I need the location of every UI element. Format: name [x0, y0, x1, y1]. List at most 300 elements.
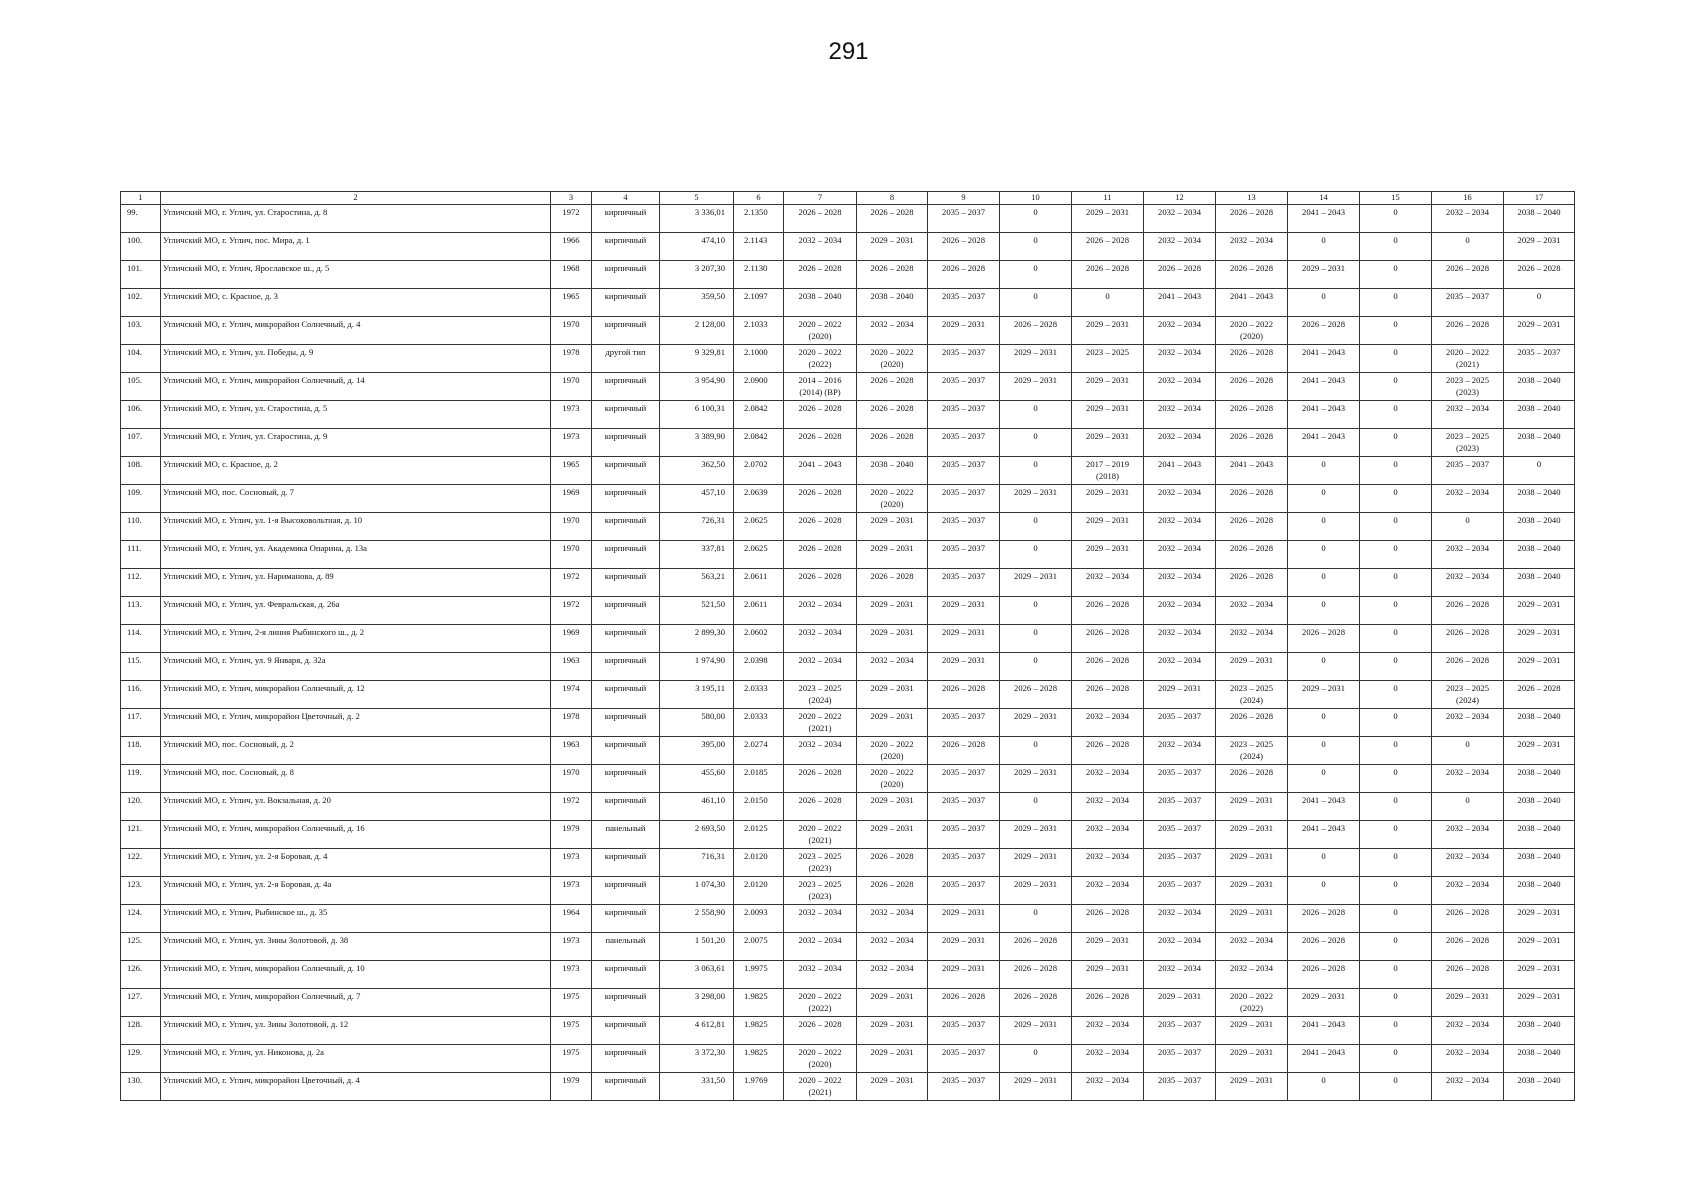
table-cell-col-15: 0 — [1360, 1017, 1432, 1045]
table-cell-col-8: 2026 – 2028 — [857, 877, 928, 905]
table-cell-col-4: кирпичный — [592, 1073, 660, 1101]
table-cell-col-11: 2029 – 2031 — [1072, 513, 1144, 541]
table-cell-col-4: кирпичный — [592, 905, 660, 933]
table-cell-col-4: кирпичный — [592, 961, 660, 989]
table-cell-col-10: 2026 – 2028 — [1000, 317, 1072, 345]
table-row — [121, 849, 1575, 877]
table-cell-col-16: 2026 – 2028 — [1432, 625, 1504, 653]
table-cell-col-6: 2.0611 — [734, 597, 784, 625]
table-row — [121, 317, 1575, 345]
table-cell-col-14: 2041 – 2043 — [1288, 429, 1360, 457]
table-cell-col-14: 0 — [1288, 513, 1360, 541]
table-cell-col-13: 2026 – 2028 — [1216, 205, 1288, 233]
table-cell-col-16: 2035 – 2037 — [1432, 457, 1504, 485]
table-cell-col-1: 124. — [121, 905, 161, 933]
table-cell-col-4: панельный — [592, 933, 660, 961]
column-header-5: 5 — [660, 192, 734, 205]
table-cell-col-2: Угличский МО, г. Углич, пос. Мира, д. 1 — [161, 233, 551, 261]
table-cell-col-13: 2026 – 2028 — [1216, 513, 1288, 541]
column-header-2: 2 — [161, 192, 551, 205]
table-cell-col-16: 2026 – 2028 — [1432, 933, 1504, 961]
table-cell-col-14: 2026 – 2028 — [1288, 933, 1360, 961]
table-cell-col-3: 1970 — [551, 765, 592, 793]
table-cell-col-8: 2020 – 2022 (2020) — [857, 737, 928, 765]
table-cell-col-11: 2032 – 2034 — [1072, 849, 1144, 877]
table-cell-col-8: 2029 – 2031 — [857, 793, 928, 821]
table-cell-col-5: 2 558,90 — [660, 905, 734, 933]
table-cell-col-14: 0 — [1288, 877, 1360, 905]
table-cell-col-8: 2029 – 2031 — [857, 1017, 928, 1045]
table-cell-col-17: 2038 – 2040 — [1504, 569, 1575, 597]
table-cell-col-6: 2.1000 — [734, 345, 784, 373]
table-cell-col-6: 2.1033 — [734, 317, 784, 345]
table-cell-col-10: 2029 – 2031 — [1000, 345, 1072, 373]
table-cell-col-5: 6 100,31 — [660, 401, 734, 429]
table-cell-col-10: 2029 – 2031 — [1000, 709, 1072, 737]
table-cell-col-17: 2038 – 2040 — [1504, 1017, 1575, 1045]
table-cell-col-9: 2035 – 2037 — [928, 429, 1000, 457]
table-cell-col-2: Угличский МО, с. Красное, д. 2 — [161, 457, 551, 485]
table-cell-col-6: 1.9825 — [734, 1045, 784, 1073]
table-cell-col-3: 1968 — [551, 261, 592, 289]
table-row — [121, 905, 1575, 933]
table-cell-col-16: 2032 – 2034 — [1432, 401, 1504, 429]
table-cell-col-12: 2032 – 2034 — [1144, 233, 1216, 261]
table-cell-col-15: 0 — [1360, 877, 1432, 905]
housing-repair-schedule-table — [120, 191, 1575, 1101]
table-cell-col-16: 2023 – 2025 (2023) — [1432, 373, 1504, 401]
table-cell-col-2: Угличский МО, г. Углич, Рыбинское ш., д. 35 — [161, 905, 551, 933]
table-cell-col-16: 2023 – 2025 (2023) — [1432, 429, 1504, 457]
table-cell-col-5: 3 389,90 — [660, 429, 734, 457]
column-header-4: 4 — [592, 192, 660, 205]
table-cell-col-13: 2029 – 2031 — [1216, 793, 1288, 821]
table-row — [121, 597, 1575, 625]
table-cell-col-5: 2 128,00 — [660, 317, 734, 345]
table-cell-col-17: 2038 – 2040 — [1504, 373, 1575, 401]
table-cell-col-17: 2038 – 2040 — [1504, 709, 1575, 737]
table-cell-col-4: кирпичный — [592, 513, 660, 541]
table-cell-col-3: 1979 — [551, 821, 592, 849]
table-cell-col-17: 2029 – 2031 — [1504, 317, 1575, 345]
table-row — [121, 233, 1575, 261]
table-cell-col-12: 2035 – 2037 — [1144, 793, 1216, 821]
table-row — [121, 625, 1575, 653]
table-cell-col-4: кирпичный — [592, 765, 660, 793]
table-cell-col-4: кирпичный — [592, 429, 660, 457]
table-cell-col-3: 1973 — [551, 933, 592, 961]
table-cell-col-5: 3 372,30 — [660, 1045, 734, 1073]
table-cell-col-11: 2026 – 2028 — [1072, 989, 1144, 1017]
table-cell-col-12: 2035 – 2037 — [1144, 821, 1216, 849]
table-cell-col-2: Угличский МО, г. Углич, ул. Вокзальная, д. 20 — [161, 793, 551, 821]
column-header-6: 6 — [734, 192, 784, 205]
table-cell-col-14: 0 — [1288, 709, 1360, 737]
table-cell-col-12: 2032 – 2034 — [1144, 961, 1216, 989]
table-cell-col-7: 2032 – 2034 — [784, 653, 857, 681]
table-cell-col-12: 2035 – 2037 — [1144, 877, 1216, 905]
table-cell-col-4: кирпичный — [592, 317, 660, 345]
table-cell-col-7: 2020 – 2022 (2021) — [784, 1073, 857, 1101]
table-cell-col-8: 2032 – 2034 — [857, 933, 928, 961]
table-cell-col-13: 2026 – 2028 — [1216, 345, 1288, 373]
table-cell-col-16: 2032 – 2034 — [1432, 569, 1504, 597]
table-cell-col-6: 2.0639 — [734, 485, 784, 513]
table-cell-col-10: 0 — [1000, 513, 1072, 541]
table-cell-col-16: 2032 – 2034 — [1432, 821, 1504, 849]
table-cell-col-4: кирпичный — [592, 625, 660, 653]
table-cell-col-7: 2026 – 2028 — [784, 793, 857, 821]
table-cell-col-15: 0 — [1360, 429, 1432, 457]
table-cell-col-17: 2038 – 2040 — [1504, 1045, 1575, 1073]
table-cell-col-5: 580,00 — [660, 709, 734, 737]
table-cell-col-14: 2041 – 2043 — [1288, 793, 1360, 821]
table-cell-col-9: 2035 – 2037 — [928, 205, 1000, 233]
table-cell-col-13: 2026 – 2028 — [1216, 429, 1288, 457]
table-cell-col-15: 0 — [1360, 317, 1432, 345]
table-cell-col-12: 2035 – 2037 — [1144, 1017, 1216, 1045]
table-cell-col-3: 1973 — [551, 429, 592, 457]
table-cell-col-12: 2032 – 2034 — [1144, 205, 1216, 233]
table-cell-col-13: 2029 – 2031 — [1216, 877, 1288, 905]
table-row — [121, 933, 1575, 961]
table-cell-col-5: 3 195,11 — [660, 681, 734, 709]
table-cell-col-16: 2032 – 2034 — [1432, 1017, 1504, 1045]
table-cell-col-8: 2029 – 2031 — [857, 625, 928, 653]
table-cell-col-17: 2038 – 2040 — [1504, 821, 1575, 849]
table-cell-col-5: 3 063,61 — [660, 961, 734, 989]
table-row — [121, 765, 1575, 793]
table-cell-col-9: 2026 – 2028 — [928, 737, 1000, 765]
table-cell-col-8: 2026 – 2028 — [857, 569, 928, 597]
table-cell-col-14: 2029 – 2031 — [1288, 261, 1360, 289]
table-cell-col-3: 1972 — [551, 793, 592, 821]
table-row — [121, 961, 1575, 989]
table-cell-col-7: 2026 – 2028 — [784, 205, 857, 233]
table-cell-col-15: 0 — [1360, 373, 1432, 401]
table-cell-col-3: 1970 — [551, 373, 592, 401]
table-cell-col-4: кирпичный — [592, 261, 660, 289]
table-cell-col-12: 2032 – 2034 — [1144, 625, 1216, 653]
table-cell-col-1: 123. — [121, 877, 161, 905]
table-cell-col-3: 1972 — [551, 569, 592, 597]
table-cell-col-7: 2026 – 2028 — [784, 765, 857, 793]
table-cell-col-11: 2032 – 2034 — [1072, 765, 1144, 793]
table-row — [121, 569, 1575, 597]
table-cell-col-13: 2026 – 2028 — [1216, 261, 1288, 289]
table-cell-col-8: 2029 – 2031 — [857, 1045, 928, 1073]
table-cell-col-4: кирпичный — [592, 233, 660, 261]
table-cell-col-12: 2032 – 2034 — [1144, 429, 1216, 457]
table-cell-col-1: 109. — [121, 485, 161, 513]
table-cell-col-3: 1970 — [551, 541, 592, 569]
table-cell-col-9: 2035 – 2037 — [928, 345, 1000, 373]
table-cell-col-1: 112. — [121, 569, 161, 597]
table-cell-col-4: другой тип — [592, 345, 660, 373]
table-cell-col-6: 2.0120 — [734, 849, 784, 877]
column-header-14: 14 — [1288, 192, 1360, 205]
table-cell-col-7: 2032 – 2034 — [784, 597, 857, 625]
table-cell-col-15: 0 — [1360, 233, 1432, 261]
table-cell-col-11: 2032 – 2034 — [1072, 1073, 1144, 1101]
table-cell-col-12: 2032 – 2034 — [1144, 485, 1216, 513]
table-cell-col-17: 2029 – 2031 — [1504, 989, 1575, 1017]
table-cell-col-9: 2035 – 2037 — [928, 1045, 1000, 1073]
table-cell-col-8: 2026 – 2028 — [857, 429, 928, 457]
table-cell-col-11: 2026 – 2028 — [1072, 905, 1144, 933]
table-cell-col-10: 0 — [1000, 541, 1072, 569]
table-cell-col-17: 2029 – 2031 — [1504, 737, 1575, 765]
table-cell-col-6: 2.1130 — [734, 261, 784, 289]
table-cell-col-2: Угличский МО, г. Углич, ул. Академика Опарина, д. 13а — [161, 541, 551, 569]
table-cell-col-14: 2041 – 2043 — [1288, 205, 1360, 233]
table-cell-col-1: 126. — [121, 961, 161, 989]
table-cell-col-1: 127. — [121, 989, 161, 1017]
table-cell-col-12: 2032 – 2034 — [1144, 597, 1216, 625]
table-cell-col-5: 362,50 — [660, 457, 734, 485]
table-cell-col-9: 2035 – 2037 — [928, 401, 1000, 429]
table-cell-col-7: 2026 – 2028 — [784, 261, 857, 289]
table-cell-col-5: 726,31 — [660, 513, 734, 541]
table-cell-col-8: 2026 – 2028 — [857, 373, 928, 401]
table-cell-col-16: 0 — [1432, 233, 1504, 261]
table-cell-col-16: 2032 – 2034 — [1432, 877, 1504, 905]
table-cell-col-15: 0 — [1360, 933, 1432, 961]
table-cell-col-17: 2038 – 2040 — [1504, 205, 1575, 233]
table-cell-col-2: Угличский МО, г. Углич, микрорайон Цветочный, д. 4 — [161, 1073, 551, 1101]
table-row — [121, 877, 1575, 905]
table-cell-col-2: Угличский МО, г. Углич, ул. 9 Января, д. 32а — [161, 653, 551, 681]
table-cell-col-11: 2017 – 2019 (2018) — [1072, 457, 1144, 485]
table-cell-col-12: 2035 – 2037 — [1144, 1073, 1216, 1101]
table-cell-col-14: 0 — [1288, 457, 1360, 485]
table-cell-col-5: 3 298,00 — [660, 989, 734, 1017]
table-cell-col-2: Угличский МО, г. Углич, микрорайон Цветочный, д. 2 — [161, 709, 551, 737]
column-header-1: 1 — [121, 192, 161, 205]
table-cell-col-5: 461,10 — [660, 793, 734, 821]
table-cell-col-7: 2038 – 2040 — [784, 289, 857, 317]
table-cell-col-2: Угличский МО, г. Углич, ул. Старостина, д. 5 — [161, 401, 551, 429]
table-cell-col-17: 2038 – 2040 — [1504, 849, 1575, 877]
table-cell-col-6: 2.1143 — [734, 233, 784, 261]
table-cell-col-6: 2.0120 — [734, 877, 784, 905]
table-cell-col-14: 0 — [1288, 233, 1360, 261]
table-cell-col-6: 2.0274 — [734, 737, 784, 765]
table-cell-col-11: 2029 – 2031 — [1072, 429, 1144, 457]
table-cell-col-9: 2029 – 2031 — [928, 905, 1000, 933]
table-cell-col-1: 106. — [121, 401, 161, 429]
table-cell-col-15: 0 — [1360, 681, 1432, 709]
table-cell-col-10: 2029 – 2031 — [1000, 849, 1072, 877]
table-cell-col-1: 101. — [121, 261, 161, 289]
table-cell-col-1: 116. — [121, 681, 161, 709]
table-cell-col-4: кирпичный — [592, 289, 660, 317]
table-cell-col-5: 474,10 — [660, 233, 734, 261]
table-cell-col-10: 0 — [1000, 289, 1072, 317]
table-cell-col-11: 2032 – 2034 — [1072, 793, 1144, 821]
table-cell-col-9: 2035 – 2037 — [928, 373, 1000, 401]
table-cell-col-17: 0 — [1504, 457, 1575, 485]
table-cell-col-12: 2032 – 2034 — [1144, 653, 1216, 681]
table-cell-col-1: 108. — [121, 457, 161, 485]
table-cell-col-10: 2029 – 2031 — [1000, 877, 1072, 905]
table-cell-col-13: 2029 – 2031 — [1216, 1017, 1288, 1045]
table-cell-col-7: 2032 – 2034 — [784, 905, 857, 933]
table-cell-col-17: 2029 – 2031 — [1504, 625, 1575, 653]
table-cell-col-17: 2029 – 2031 — [1504, 653, 1575, 681]
table-cell-col-4: кирпичный — [592, 541, 660, 569]
table-cell-col-7: 2023 – 2025 (2023) — [784, 849, 857, 877]
table-cell-col-7: 2014 – 2016 (2014) (ВР) — [784, 373, 857, 401]
table-row — [121, 1045, 1575, 1073]
table-cell-col-13: 2023 – 2025 (2024) — [1216, 737, 1288, 765]
table-cell-col-12: 2032 – 2034 — [1144, 737, 1216, 765]
column-header-10: 10 — [1000, 192, 1072, 205]
table-cell-col-2: Угличский МО, г. Углич, микрорайон Солнечный, д. 14 — [161, 373, 551, 401]
table-cell-col-2: Угличский МО, пос. Сосновый, д. 7 — [161, 485, 551, 513]
table-cell-col-1: 110. — [121, 513, 161, 541]
table-cell-col-13: 2026 – 2028 — [1216, 485, 1288, 513]
table-cell-col-7: 2020 – 2022 (2022) — [784, 989, 857, 1017]
column-header-15: 15 — [1360, 192, 1432, 205]
table-cell-col-13: 2026 – 2028 — [1216, 765, 1288, 793]
table-cell-col-5: 359,50 — [660, 289, 734, 317]
table-cell-col-2: Угличский МО, пос. Сосновый, д. 8 — [161, 765, 551, 793]
table-cell-col-9: 2035 – 2037 — [928, 877, 1000, 905]
table-cell-col-15: 0 — [1360, 653, 1432, 681]
table-cell-col-2: Угличский МО, г. Углич, ул. Старостина, д. 9 — [161, 429, 551, 457]
table-body — [121, 205, 1575, 1101]
table-cell-col-1: 115. — [121, 653, 161, 681]
table-cell-col-2: Угличский МО, г. Углич, ул. Февральская, д. 26а — [161, 597, 551, 625]
table-cell-col-13: 2029 – 2031 — [1216, 1045, 1288, 1073]
table-cell-col-8: 2020 – 2022 (2020) — [857, 765, 928, 793]
table-cell-col-6: 2.0842 — [734, 429, 784, 457]
column-header-9: 9 — [928, 192, 1000, 205]
table-cell-col-10: 2029 – 2031 — [1000, 569, 1072, 597]
table-cell-col-14: 0 — [1288, 289, 1360, 317]
table-cell-col-9: 2029 – 2031 — [928, 597, 1000, 625]
column-header-17: 17 — [1504, 192, 1575, 205]
column-header-13: 13 — [1216, 192, 1288, 205]
table-cell-col-1: 102. — [121, 289, 161, 317]
table-cell-col-5: 455,60 — [660, 765, 734, 793]
table-cell-col-6: 1.9825 — [734, 1017, 784, 1045]
table-cell-col-14: 2041 – 2043 — [1288, 821, 1360, 849]
table-cell-col-14: 2026 – 2028 — [1288, 625, 1360, 653]
table-cell-col-10: 2029 – 2031 — [1000, 1017, 1072, 1045]
table-cell-col-11: 2029 – 2031 — [1072, 373, 1144, 401]
table-cell-col-15: 0 — [1360, 513, 1432, 541]
page-number: 291 — [828, 38, 869, 65]
table-row — [121, 289, 1575, 317]
table-cell-col-10: 0 — [1000, 429, 1072, 457]
table-cell-col-10: 0 — [1000, 233, 1072, 261]
table-cell-col-9: 2035 – 2037 — [928, 1017, 1000, 1045]
table-cell-col-1: 111. — [121, 541, 161, 569]
table-cell-col-1: 104. — [121, 345, 161, 373]
table-cell-col-15: 0 — [1360, 849, 1432, 877]
table-cell-col-4: кирпичный — [592, 205, 660, 233]
table-cell-col-15: 0 — [1360, 205, 1432, 233]
table-cell-col-9: 2035 – 2037 — [928, 793, 1000, 821]
table-row — [121, 513, 1575, 541]
table-cell-col-17: 2029 – 2031 — [1504, 233, 1575, 261]
table-cell-col-8: 2020 – 2022 (2020) — [857, 345, 928, 373]
table-cell-col-3: 1973 — [551, 961, 592, 989]
table-cell-col-10: 0 — [1000, 905, 1072, 933]
table-cell-col-4: кирпичный — [592, 989, 660, 1017]
table-cell-col-3: 1970 — [551, 513, 592, 541]
table-cell-col-10: 0 — [1000, 261, 1072, 289]
table-cell-col-10: 2026 – 2028 — [1000, 961, 1072, 989]
table-cell-col-12: 2035 – 2037 — [1144, 765, 1216, 793]
table-cell-col-13: 2032 – 2034 — [1216, 233, 1288, 261]
table-cell-col-12: 2035 – 2037 — [1144, 709, 1216, 737]
table-cell-col-11: 0 — [1072, 289, 1144, 317]
table-cell-col-4: кирпичный — [592, 401, 660, 429]
table-cell-col-15: 0 — [1360, 961, 1432, 989]
table-row — [121, 793, 1575, 821]
table-row — [121, 1073, 1575, 1101]
table-cell-col-1: 130. — [121, 1073, 161, 1101]
table-cell-col-5: 563,21 — [660, 569, 734, 597]
table-cell-col-6: 1.9975 — [734, 961, 784, 989]
table-cell-col-9: 2026 – 2028 — [928, 989, 1000, 1017]
table-cell-col-1: 119. — [121, 765, 161, 793]
table-cell-col-13: 2032 – 2034 — [1216, 933, 1288, 961]
table-cell-col-16: 2026 – 2028 — [1432, 961, 1504, 989]
table-cell-col-11: 2032 – 2034 — [1072, 709, 1144, 737]
table-cell-col-7: 2026 – 2028 — [784, 429, 857, 457]
table-cell-col-8: 2032 – 2034 — [857, 317, 928, 345]
table-cell-col-15: 0 — [1360, 569, 1432, 597]
table-cell-col-8: 2032 – 2034 — [857, 653, 928, 681]
table-cell-col-14: 2041 – 2043 — [1288, 1017, 1360, 1045]
table-cell-col-7: 2026 – 2028 — [784, 513, 857, 541]
column-header-3: 3 — [551, 192, 592, 205]
table-row — [121, 821, 1575, 849]
column-header-16: 16 — [1432, 192, 1504, 205]
table-cell-col-12: 2032 – 2034 — [1144, 905, 1216, 933]
table-cell-col-1: 103. — [121, 317, 161, 345]
table-cell-col-17: 2038 – 2040 — [1504, 793, 1575, 821]
table-cell-col-15: 0 — [1360, 905, 1432, 933]
table-cell-col-6: 1.9825 — [734, 989, 784, 1017]
table-cell-col-2: Угличский МО, г. Углич, ул. 1-я Высоковольтная, д. 10 — [161, 513, 551, 541]
table-cell-col-1: 105. — [121, 373, 161, 401]
table-cell-col-17: 2035 – 2037 — [1504, 345, 1575, 373]
table-cell-col-8: 2029 – 2031 — [857, 709, 928, 737]
table-cell-col-8: 2020 – 2022 (2020) — [857, 485, 928, 513]
table-cell-col-3: 1974 — [551, 681, 592, 709]
table-cell-col-14: 0 — [1288, 765, 1360, 793]
table-cell-col-10: 0 — [1000, 1045, 1072, 1073]
table-cell-col-1: 120. — [121, 793, 161, 821]
table-cell-col-1: 117. — [121, 709, 161, 737]
table-cell-col-9: 2026 – 2028 — [928, 681, 1000, 709]
table-cell-col-15: 0 — [1360, 345, 1432, 373]
table-cell-col-13: 2032 – 2034 — [1216, 625, 1288, 653]
table-cell-col-7: 2023 – 2025 (2023) — [784, 877, 857, 905]
table-cell-col-10: 0 — [1000, 205, 1072, 233]
table-cell-col-17: 2029 – 2031 — [1504, 905, 1575, 933]
table-cell-col-16: 2032 – 2034 — [1432, 1045, 1504, 1073]
table-cell-col-7: 2026 – 2028 — [784, 1017, 857, 1045]
table-cell-col-11: 2029 – 2031 — [1072, 401, 1144, 429]
table-cell-col-5: 395,00 — [660, 737, 734, 765]
table-cell-col-14: 2026 – 2028 — [1288, 317, 1360, 345]
